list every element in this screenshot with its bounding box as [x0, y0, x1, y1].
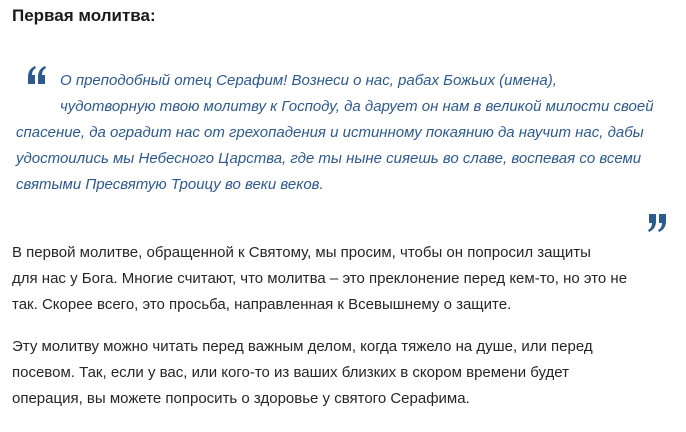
paragraph-line: посевом. Так, если у вас, или кого-то из ваших близких в скором времени будет	[12, 364, 569, 381]
prayer-line: удостоились мы Небесного Царства, где ты ныне сияешь во славе, воспевая со всеми	[16, 150, 642, 167]
paragraph-line: В первой молитве, обращенной к Святому, мы просим, чтобы он попросил защиты	[12, 244, 591, 261]
paragraph-explanation	[12, 240, 627, 318]
paragraph-usage	[12, 334, 593, 412]
prayer-line: святыми Пресвятую Троицу во веки веков.	[16, 176, 324, 193]
paragraph-line: операция, вы можете попросить о здоровье у святого Серафима.	[12, 390, 470, 407]
paragraph-line: Эту молитву можно читать перед важным делом, когда тяжело на душе, или перед	[12, 338, 593, 355]
section-heading: Первая молитва:	[12, 6, 156, 25]
prayer-line: чудотворную твою молитву к Господу, да дарует он нам в великой милости своей	[60, 98, 654, 115]
prayer-text	[16, 68, 652, 198]
paragraph-line: так. Скорее всего, это просьба, направленная к Всевышнему о защите.	[12, 296, 512, 313]
prayer-line: спасение, да оградит нас от грехопадения и истинному покаянию да научит нас, дабы	[16, 124, 644, 141]
paragraph-line: для нас у Бога. Многие считают, что молитва – это преклонение перед кем-то, но это не	[12, 270, 628, 287]
prayer-quote-block	[12, 62, 680, 234]
prayer-line: О преподобный отец Серафим! Вознеси о нас, рабах Божьих (имена),	[60, 72, 557, 89]
quote-close-icon	[646, 212, 668, 234]
